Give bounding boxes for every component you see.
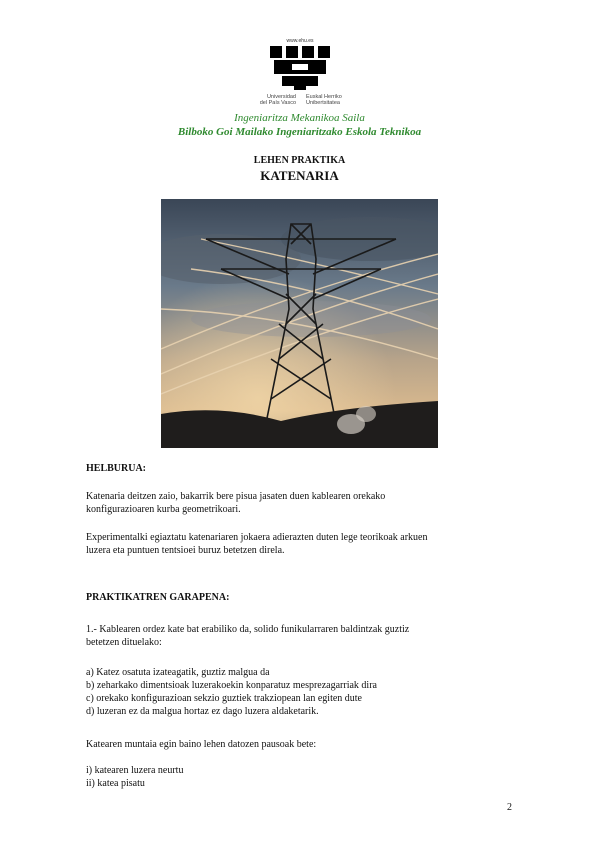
university-logo	[240, 38, 360, 108]
logo-text-left: Universidad del País Vasco	[259, 94, 296, 106]
helburua-paragraph-1: Katenaria deitzen zaio, bakarrik bere pisua jasaten duen kablearen orekako konfigurazioaren kurba geometrikoari.	[86, 491, 386, 515]
list-item: i) katearen luzera neurtu	[86, 765, 184, 776]
list-item: a) Katez osatuta izateagatik, guztiz malgua da	[86, 667, 270, 678]
logo-text-right: Euskal Herriko Unibertsitatea	[306, 94, 342, 106]
list-item: c) orekako konfigurazioan sekzio guztiek trakziopean lan egiten dute	[86, 693, 362, 704]
logo-url: www.ehu.es	[286, 38, 314, 44]
helburua-paragraph-2: Experimentalki egiaztatu katenariaren jokaera adierazten duten lege teorikoak arkuen luzera eta puntuen tentsioei buruz betetzen direla.	[86, 532, 428, 556]
list-item: d) luzeran ez da malgua hortaz ez dago luzera aldaketarik.	[86, 706, 319, 717]
garapena-paragraph-1: 1.- Kablearen ordez kate bat erabiliko da, solido funikularraren baldintzak guztiz betetzen dituelako:	[86, 624, 410, 648]
steps-list	[86, 764, 516, 790]
power-tower-photo	[161, 199, 438, 448]
list-item: ii) katea pisatu	[86, 778, 145, 789]
list-item: b) zeharkako dimentsioak luzerakoekin konparatuz mesprezagarriak dira	[86, 680, 377, 691]
conditions-list	[86, 666, 516, 718]
page-number: 2	[507, 802, 512, 813]
page-title: KATENARIA	[260, 168, 339, 183]
garapena-heading: PRAKTIKATREN GARAPENA:	[86, 592, 230, 603]
department-name: Ingeniaritza Mekanikoa Saila	[234, 112, 365, 124]
school-name: Bilboko Goi Mailako Ingeniaritzako Eskola Teknikoa	[177, 126, 422, 138]
muntaia-intro: Katearen muntaia egin baino lehen datozen pausoak bete:	[86, 739, 317, 750]
university-emblem-icon	[270, 44, 330, 90]
helburua-heading: HELBURUA:	[86, 463, 147, 474]
practice-subtitle: LEHEN PRAKTIKA	[253, 155, 346, 166]
